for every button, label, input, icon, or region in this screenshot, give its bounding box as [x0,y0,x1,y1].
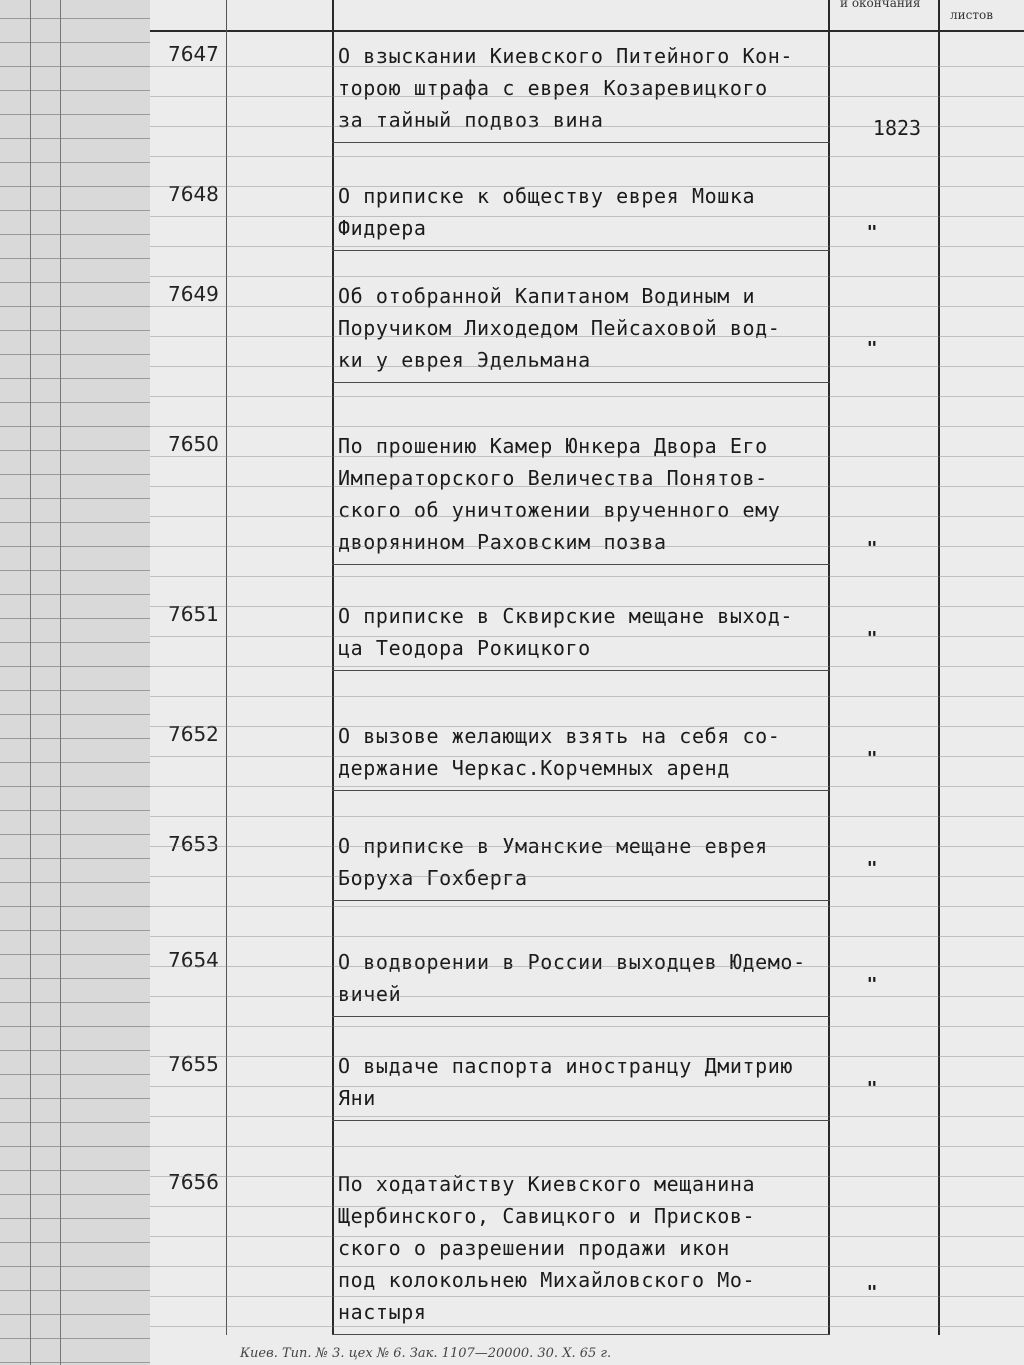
left-page-rule [0,186,150,187]
left-page-rule [0,1266,150,1267]
ruled-line [150,1146,1024,1147]
left-page-rule [0,114,150,115]
left-page-rule [0,210,150,211]
entry-underline [332,142,830,143]
entry-title: Об отобранной Капитаном Водиным и Поручиком Лиходедом Пейсаховой вод- ки у еврея Эдельмана [338,284,781,372]
ditto-mark: " [866,748,878,769]
left-page-rule [0,690,150,691]
entry-underline [332,900,830,901]
left-page-rule [0,1314,150,1315]
ruled-line [150,876,1024,877]
left-page-rule [0,330,150,331]
ditto-mark: " [866,1078,878,1099]
ruled-line [150,156,1024,157]
left-page-rule [0,498,150,499]
ditto-mark: " [866,628,878,649]
left-page-rule [0,1026,150,1027]
left-page-rule [0,522,150,523]
left-page-rule [0,1002,150,1003]
left-page-rule [0,762,150,763]
entry-title: О приписке в Уманские мещане еврея Боруха Гохберга [338,834,768,890]
entry-number: 7655 [168,1052,219,1076]
ruled-line [150,546,1024,547]
left-page-rule [0,810,150,811]
left-page-rule [0,1242,150,1243]
ditto-mark: " [866,222,878,243]
left-page-rule [0,306,150,307]
left-page-column-rule [30,0,31,1365]
left-page-rule [0,426,150,427]
left-page-rule [0,642,150,643]
left-page-rule [0,1194,150,1195]
ruled-line [150,1206,1024,1207]
header-rule [150,30,1024,32]
left-page-rule [0,714,150,715]
entry-underline [332,382,830,383]
ruled-line [150,756,1024,757]
ruled-line [150,216,1024,217]
ruled-line [150,276,1024,277]
left-page-rule [0,570,150,571]
entry-number: 7649 [168,282,219,306]
ruled-line [150,516,1024,517]
left-page-rule [0,930,150,931]
ruled-line [150,126,1024,127]
left-page-rule [0,666,150,667]
ruled-line [150,1296,1024,1297]
ruled-line [150,996,1024,997]
ruled-line [150,1326,1024,1327]
entry-title: О выдаче паспорта иностранцу Дмитрию Яни [338,1054,794,1110]
entry-title: По ходатайству Киевского мещанина Щербинского, Савицкого и Присков- ского о разрешении продажи икон под колокольнею Михайловского Мо- настыря [338,1172,756,1324]
header-sheets-label: листов [950,8,993,22]
left-page-rule [0,378,150,379]
previous-page-edge [0,0,153,1365]
left-page-rule [0,1122,150,1123]
left-page-rule [0,1146,150,1147]
ruled-line [150,846,1024,847]
ruled-line [150,1086,1024,1087]
left-page-rule [0,786,150,787]
left-page-rule [0,42,150,43]
left-page-rule [0,834,150,835]
ruled-line [150,366,1024,367]
left-page-rule [0,1170,150,1171]
ditto-mark: " [866,974,878,995]
ruled-line [150,1236,1024,1237]
ruled-line [150,666,1024,667]
ditto-mark: " [866,538,878,559]
entry-title: По прошению Камер Юнкера Двора Его Императорского Величества Понятов- ского об уничтожении врученного ему дворянином Раховским позва [338,434,781,554]
ruled-line [150,1266,1024,1267]
ruled-line [150,606,1024,607]
left-page-rule [0,234,150,235]
header-dates-label: и окончания [840,0,921,10]
ruled-line [150,786,1024,787]
left-page-column-rule [60,0,61,1365]
entry-title: О водворении в России выходцев Юдемо- вичей [338,950,806,1006]
register-sheet [150,0,1024,1365]
ruled-line [150,456,1024,457]
column-rule-sheets [938,0,940,1335]
ruled-line [150,1116,1024,1117]
ditto-mark: " [866,1282,878,1303]
ditto-mark: " [866,338,878,359]
ruled-line [150,186,1024,187]
entry-title: О вызове желающих взять на себя со- держание Черкас.Корчемных аренд [338,724,781,780]
entry-title: О приписке к обществу еврея Мошка Фидрера [338,184,756,240]
left-page-rule [0,954,150,955]
ruled-line [150,426,1024,427]
ruled-line [150,576,1024,577]
entry-number: 7650 [168,432,219,456]
entry-number: 7652 [168,722,219,746]
entry-title: О взыскании Киевского Питейного Кон- торою штрафа с еврея Козаревицкого за тайный подвоз вина [338,44,794,132]
entry-underline [332,1016,830,1017]
left-page-rule [0,1098,150,1099]
entry-underline [332,790,830,791]
ruled-line [150,726,1024,727]
entry-number: 7647 [168,42,219,66]
ruled-line [150,336,1024,337]
left-page-rule [0,1338,150,1339]
ruled-line [150,1056,1024,1057]
entry-number: 7656 [168,1170,219,1194]
entry-number: 7648 [168,182,219,206]
ruled-line [150,486,1024,487]
ruled-line [150,966,1024,967]
ruled-line [150,696,1024,697]
left-page-rule [0,162,150,163]
left-page-rule [0,1050,150,1051]
left-page-rule [0,738,150,739]
ruled-line [150,1026,1024,1027]
left-page-rule [0,450,150,451]
ruled-line [150,306,1024,307]
entry-underline [332,670,830,671]
left-page-rule [0,474,150,475]
left-page-rule [0,1362,150,1363]
entry-number: 7651 [168,602,219,626]
left-page-rule [0,18,150,19]
left-page-rule [0,66,150,67]
entry-underline [332,564,830,565]
left-page-rule [0,594,150,595]
ruled-line [150,936,1024,937]
left-page-rule [0,1074,150,1075]
left-page-rule [0,282,150,283]
entry-number: 7653 [168,832,219,856]
left-page-rule [0,1218,150,1219]
ruled-line [150,906,1024,907]
entry-underline [332,1120,830,1121]
left-page-rule [0,90,150,91]
entry-underline [332,250,830,251]
left-page-rule [0,402,150,403]
ruled-line [150,66,1024,67]
printer-imprint: Киев. Тип. № 3. цех № 6. Зак. 1107—20000. 30. X. 65 г. [240,1346,612,1361]
column-rule-number [226,0,227,1335]
left-page-rule [0,858,150,859]
left-page-rule [0,978,150,979]
ruled-line [150,246,1024,247]
left-page-rule [0,882,150,883]
column-rule-title [332,0,334,1335]
ruled-line [150,636,1024,637]
ruled-line [150,816,1024,817]
left-page-rule [0,258,150,259]
entry-underline [332,1334,830,1335]
entry-year: 1823 [872,116,922,140]
entry-title: О приписке в Сквирские мещане выход- ца Теодора Рокицкого [338,604,794,660]
ruled-line [150,96,1024,97]
left-page-rule [0,618,150,619]
ruled-line [150,396,1024,397]
ditto-mark: " [866,858,878,879]
entry-number: 7654 [168,948,219,972]
left-page-rule [0,546,150,547]
left-page-rule [0,354,150,355]
left-page-rule [0,906,150,907]
ruled-line [150,1176,1024,1177]
left-page-rule [0,138,150,139]
left-page-rule [0,1290,150,1291]
